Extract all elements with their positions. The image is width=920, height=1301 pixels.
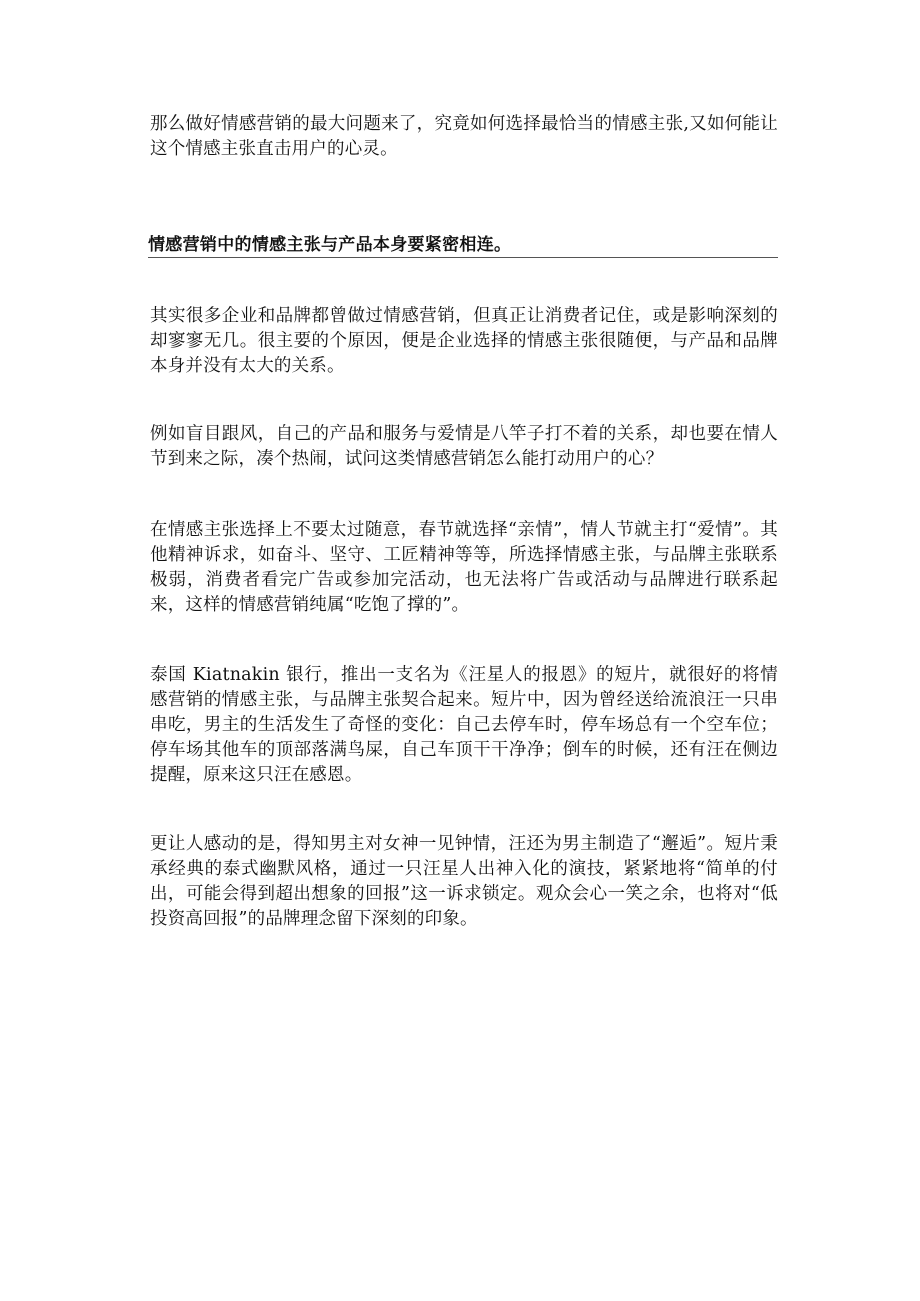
intro-paragraph: 那么做好情感营销的最大问题来了，究竟如何选择最恰当的情感主张,又如何能让这个情感主张直击用户的心灵。 (150, 114, 778, 159)
heading-underline (148, 257, 778, 258)
body-paragraph: 例如盲目跟风，自己的产品和服务与爱情是八竿子打不着的关系，却也要在情人节到来之际，凑个热闹，试问这类情感营销怎么能打动用户的心？ (150, 424, 778, 469)
body-paragraph: 更让人感动的是，得知男主对女神一见钟情，汪还为男主制造了“邂逅”。短片秉承经典的泰式幽默风格，通过一只汪星人出神入化的演技，紧紧地将“简单的付出，可能会得到超出想象的回报”这一诉求锁定。观众会心一笑之余，也将对“低投资高回报”的品牌理念留下深刻的印象。 (150, 834, 778, 929)
body-paragraph: 在情感主张选择上不要太过随意，春节就选择“亲情”，情人节就主打“爱情”。其他精神诉求，如奋斗、坚守、工匠精神等等，所选择情感主张，与品牌主张联系极弱，消费者看完广告或参加完活动，也无法将广告或活动与品牌进行联系起来，这样的情感营销纯属“吃饱了撑的”。 (150, 520, 778, 615)
body-paragraph: 其实很多企业和品牌都曾做过情感营销，但真正让消费者记住，或是影响深刻的却寥寥无几。很主要的个原因，便是企业选择的情感主张很随便，与产品和品牌本身并没有太大的关系。 (150, 306, 778, 376)
section-heading: 情感营销中的情感主张与产品本身要紧密相连。 (148, 235, 512, 255)
body-paragraph: 泰国 Kiatnakin 银行，推出一支名为《汪星人的报恩》的短片，就很好的将情感营销的情感主张，与品牌主张契合起来。短片中，因为曾经送给流浪汪一只串串吃，男主的生活发生了奇怪的变化：自己去停车时，停车场总有一个空车位；停车场其他车的顶部落满鸟屎，自己车顶干干净净；倒车的时候，还有汪在侧边提醒，原来这只汪在感恩。 (150, 665, 778, 785)
